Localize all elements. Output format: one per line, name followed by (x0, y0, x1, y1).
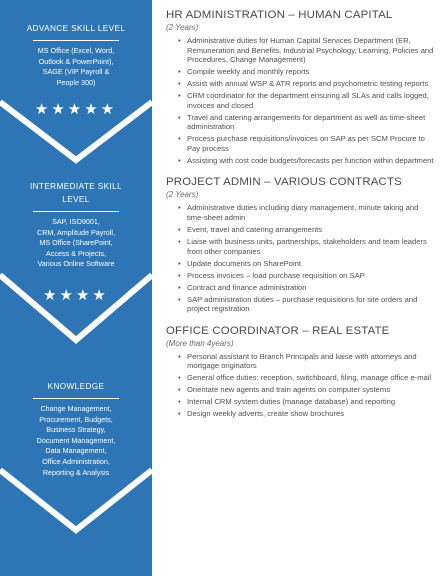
job-title: PROJECT ADMIN – VARIOUS CONTRACTS (166, 176, 402, 189)
job-title: OFFICE COORDINATOR – REAL ESTATE (166, 324, 390, 337)
list-item: • CRM coordinator for the department ensuring all SLAs and calls logged, invoices and closed (178, 91, 434, 110)
list-item: • Orientate new agents and train agents on computer systems (178, 385, 434, 395)
job-office-coordinator (166, 324, 434, 419)
advance-skill-section (0, 22, 152, 88)
job-title: HR ADMINISTRATION – HUMAN CAPITAL (166, 9, 393, 21)
job-project-admin (166, 175, 434, 313)
list-item: • Compile weekly and monthly reports (178, 67, 434, 77)
knowledge-section (0, 380, 152, 478)
list-item: • Contract and finance administration (178, 283, 434, 293)
intermediate-skill-list: SAP, ISO9001, CRM, Amplitude Payroll, MS Office (SharePoint, Access & Projects, Various Online Software (37, 217, 115, 269)
list-item: • Design weekly adverts, create show brochures (178, 409, 434, 419)
list-item: • Assist with annual WSP & ATR reports and psychometric testing reports (178, 79, 434, 89)
list-item: • Process invoices – load purchase requisition on SAP (178, 271, 434, 281)
list-item: • Assisting with cost code budgets/forecasts per function within department (178, 156, 434, 166)
job-duties-list (166, 352, 434, 419)
list-item: • Personal assistant to Branch Principals and liaise with attorneys and mortgage originators (178, 352, 434, 371)
intermediate-star-rating: ★★★★ (43, 287, 109, 304)
advance-skill-title: ADVANCE SKILL LEVEL (26, 24, 126, 33)
list-item: • Update documents on SharePoint (178, 259, 434, 269)
list-item: • Event, travel and catering arrangements (178, 225, 434, 235)
advance-star-rating: ★★★★★ (34, 101, 118, 118)
job-hr-administration (166, 8, 434, 165)
list-item: • Travel and catering arrangements for department as well as time-sheet administration (178, 113, 434, 132)
intermediate-skill-section (0, 180, 152, 270)
list-item: • General office duties: reception, switchboard, filing, manage office e-mail (178, 373, 434, 383)
job-duration: (More than 4years) (166, 338, 234, 348)
job-duties-list (166, 203, 434, 313)
job-duties-list (166, 36, 434, 165)
skills-sidebar (0, 0, 152, 576)
job-duration: (2 Years) (166, 23, 199, 32)
divider (33, 211, 119, 212)
advance-skill-list: MS Office (Excel, Word, Outlook & PowerPoint), SAGE (VIP Payroll & People 300) (37, 46, 115, 87)
list-item: • Process purchase requisitions/invoices on SAP as per SCM Procure to Pay process (178, 134, 434, 153)
experience-section (166, 8, 434, 429)
job-duration: (2 Years) (166, 190, 199, 200)
list-item: • SAP administration duties – purchase requisitions for site orders and project registration (178, 295, 434, 314)
list-item: • Administrative duties for Human Capital Services Department (ER, Remuneration and Benefits, Industrial Psychology, Learning, Policies and Procedures, Change Management) (178, 36, 434, 65)
knowledge-title: KNOWLEDGE (47, 382, 105, 391)
list-item: • Administrative duties including diary management, minute taking and time-sheet admin (178, 203, 434, 222)
intermediate-skill-title: INTERMEDIATE SKILL LEVEL (29, 182, 123, 204)
knowledge-list: Change Management, Procurement, Budgets, Business Strategy, Document Management, Data Management, Office Administration, Reporting & Analysis (36, 404, 116, 477)
divider (33, 398, 119, 399)
list-item: • Liaise with business units, partnerships, stakeholders and team leaders from other companies (178, 237, 434, 256)
list-item: • Internal CRM system duties (manage database) and reporting (178, 397, 434, 407)
divider (33, 40, 119, 41)
